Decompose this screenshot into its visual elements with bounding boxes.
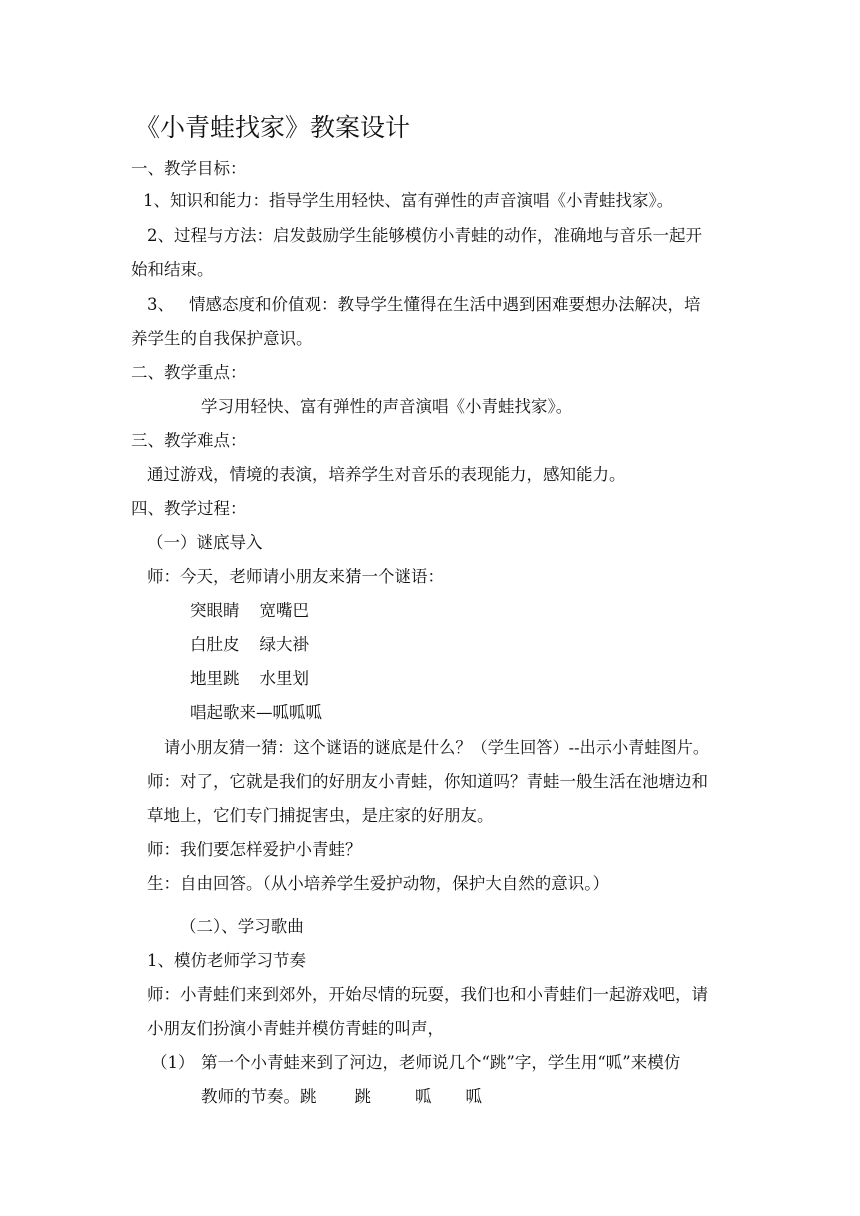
riddle-phrase: 水里划	[259, 669, 309, 688]
teacher-line-answer-1: 师：对了，它就是我们的好朋友小青蛙，你知道吗？青蛙一般生活在池塘边和	[147, 772, 708, 791]
rhythm-syllable: 呱	[415, 1087, 432, 1106]
list-item-line-1: 第一个小青蛙来到了河边，老师说几个“跳”字，学生用“呱”来模仿	[201, 1053, 681, 1072]
riddle-phrase: 突眼睛	[190, 601, 240, 620]
section-heading-difficulties: 三、教学难点：	[131, 431, 247, 450]
document-title: 《小青蛙找家》教案设计	[135, 113, 411, 142]
goal-item-3-line-2: 养学生的自我保护意识。	[131, 329, 313, 348]
riddle-phrase: 绿大褂	[259, 635, 309, 654]
goal-item-3-line-1: 情感态度和价值观：教导学生懂得在生活中遇到困难要想办法解决，培	[189, 295, 701, 314]
list-item-text: 教师的节奏。	[201, 1087, 300, 1106]
riddle-line-2	[190, 634, 309, 656]
subsection-heading-song: （二）、学习歌曲	[180, 917, 304, 936]
teacher-line-question: 师：我们要怎样爱护小青蛙？	[147, 840, 362, 859]
list-item-line-2	[201, 1086, 482, 1108]
rhythm-syllable: 跳	[300, 1087, 317, 1106]
riddle-phrase: 白肚皮	[190, 635, 240, 654]
riddle-phrase: 地里跳	[190, 669, 240, 688]
difficulties-text: 通过游戏，情境的表演，培养学生对音乐的表现能力，感知能力。	[147, 465, 626, 484]
riddle-line-3	[190, 668, 309, 690]
subsection-heading-riddle: （一）谜底导入	[147, 533, 263, 552]
goal-item-2-line-2: 始和结束。	[131, 260, 214, 279]
student-line: 生：自由回答。（从小培养学生爱护动物，保护大自然的意识。）	[147, 874, 609, 893]
guess-prompt: 请小朋友猜一猜：这个谜语的谜底是什么？（学生回答）--出示小青蛙图片。	[164, 738, 710, 757]
rhythm-syllable: 呱	[465, 1087, 482, 1106]
section-heading-process: 四、教学过程：	[131, 499, 247, 518]
goal-item-3-number: 3、	[147, 295, 174, 314]
section-heading-key-points: 二、教学重点：	[131, 363, 247, 382]
list-item-number: （1）	[151, 1053, 195, 1072]
section-heading-goals: 一、教学目标：	[131, 159, 247, 178]
goal-item-2-line-1: 2、过程与方法：启发鼓励学生能够模仿小青蛙的动作，准确地与音乐一起开	[147, 226, 702, 245]
teacher-line-game-1: 师：小青蛙们来到郊外，开始尽情的玩耍，我们也和小青蛙们一起游戏吧，请	[147, 985, 708, 1004]
riddle-phrase: 宽嘴巴	[259, 601, 309, 620]
riddle-line-4: 唱起歌来—呱呱呱	[190, 703, 322, 722]
key-points-text: 学习用轻快、富有弹性的声音演唱《小青蛙找家》。	[201, 397, 573, 416]
teacher-line-game-2: 小朋友们扮演小青蛙并模仿青蛙的叫声，	[147, 1019, 444, 1038]
step-1-heading: 1、模仿老师学习节奏	[147, 951, 306, 970]
goal-item-1: 1、知识和能力：指导学生用轻快、富有弹性的声音演唱《小青蛙找家》。	[143, 191, 674, 210]
riddle-line-1	[190, 600, 309, 622]
teacher-line-answer-2: 草地上，它们专门捕捉害虫，是庄家的好朋友。	[147, 806, 494, 825]
teacher-line-riddle: 师：今天，老师请小朋友来猜一个谜语：	[147, 567, 444, 586]
rhythm-syllable: 跳	[354, 1087, 371, 1106]
